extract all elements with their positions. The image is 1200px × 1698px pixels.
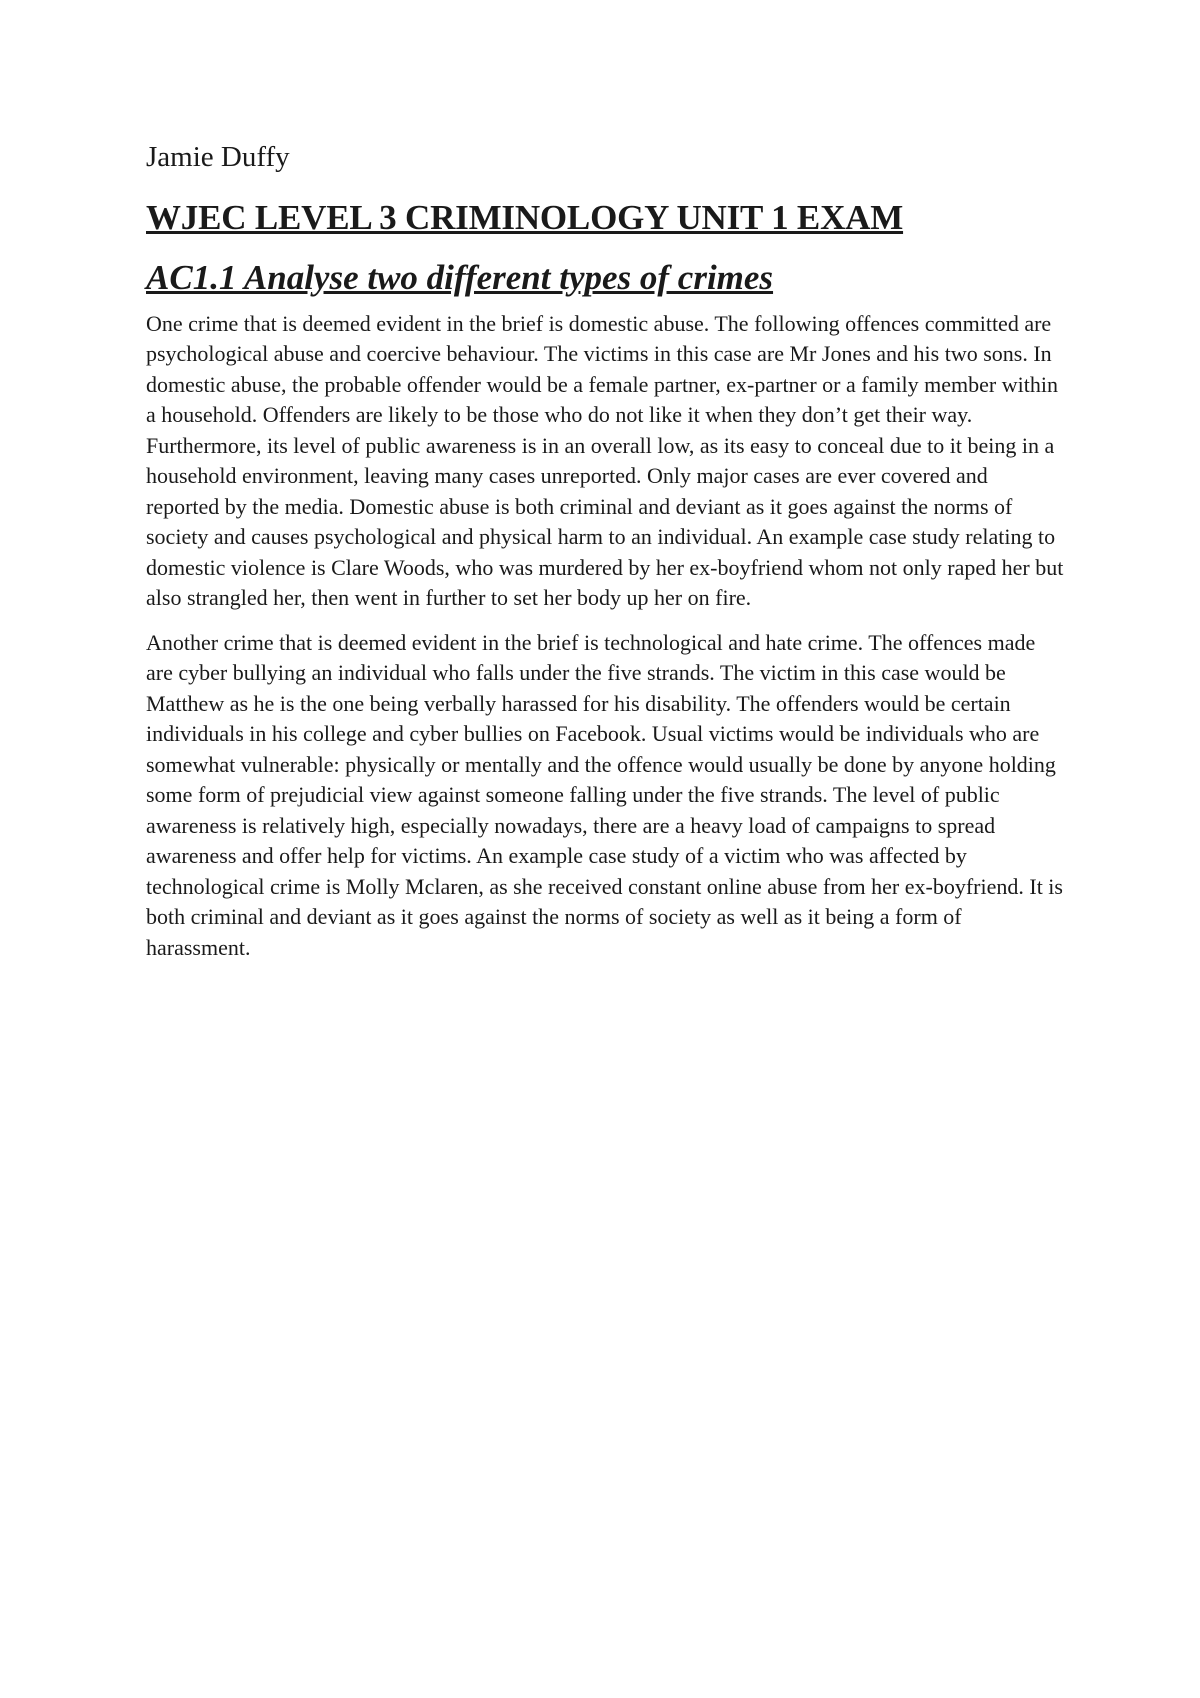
paragraph-hate-crime: Another crime that is deemed evident in the brief is technological and hate crime. The offences made are cyber bullying an individual who falls under the five strands. The victim in this case would be Matthew as he is the one being verbally harassed for his disability. The offenders would be certain individuals in his college and cyber bullies on Facebook. Usual victims would be individuals who are somewhat vulnerable: physically or mentally and the offence would usually be done by anyone holding some form of prejudicial view against someone falling under the five strands. The level of public awareness is relatively high, especially nowadays, there are a heavy load of campaigns to spread awareness and offer help for victims. An example case study of a victim who was affected by technological crime is Molly Mclaren, as she received constant online abuse from her ex-boyfriend. It is both criminal and deviant as it goes against the norms of society as well as it being a form of harassment. — [146, 629, 1063, 960]
document-title: WJEC LEVEL 3 CRIMINOLOGY UNIT 1 EXAM — [146, 197, 904, 237]
document-page — [146, 140, 1066, 977]
author-name: Jamie Duffy — [146, 141, 290, 173]
section-heading: AC1.1 Analyse two different types of crimes — [146, 257, 774, 297]
paragraph-domestic-abuse: One crime that is deemed evident in the brief is domestic abuse. The following offences committed are psychological abuse and coercive behaviour. The victims in this case are Mr Jones and his two sons. In domestic abuse, the probable offender would be a female partner, ex-partner or a family member within a household. Offenders are likely to be those who do not like it when they don’t get their way. Furthermore, its level of public awareness is in an overall low, as its easy to conceal due to it being in a household environment, leaving many cases unreported. Only major cases are ever covered and reported by the media. Domestic abuse is both criminal and deviant as it goes against the norms of society and causes psychological and physical harm to an individual. An example case study relating to domestic violence is Clare Woods, who was murdered by her ex-boyfriend whom not only raped her but also strangled her, then went in further to set her body up her on fire. — [146, 310, 1064, 611]
